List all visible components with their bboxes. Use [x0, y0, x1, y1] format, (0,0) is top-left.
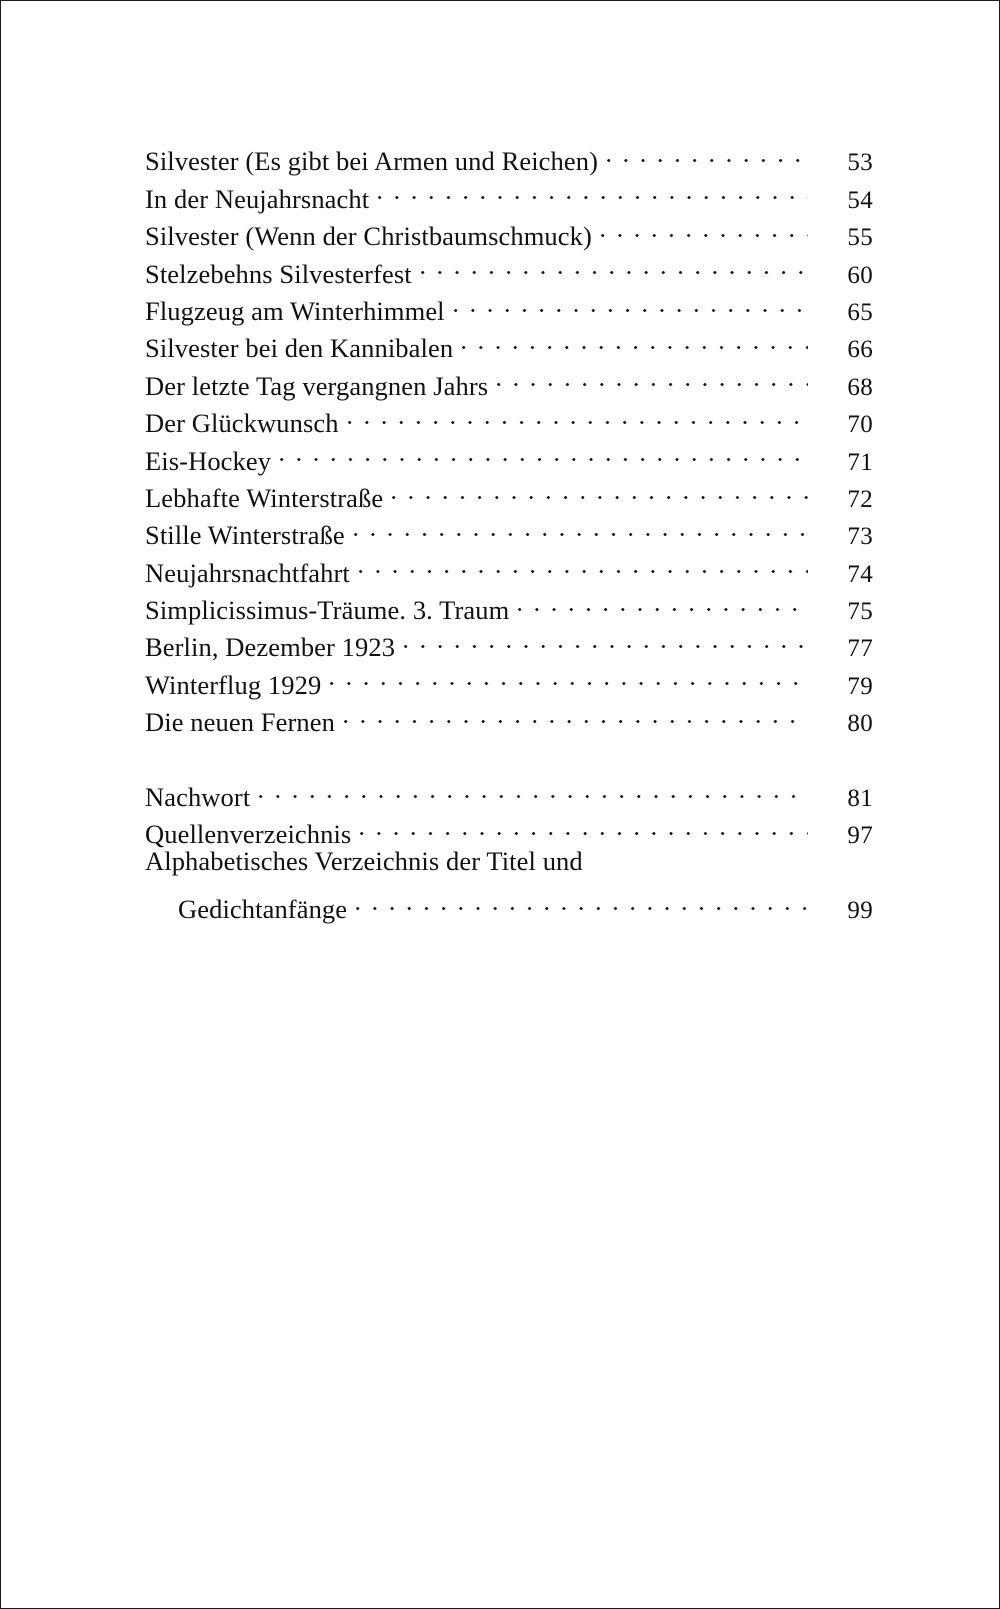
leader-dots [344, 694, 808, 731]
leader-dots [421, 245, 808, 282]
toc-entry-title-line-two: Gedichtanfänge [178, 894, 348, 925]
toc-entry[interactable] [145, 656, 873, 700]
toc-group-apparatus [145, 769, 873, 925]
toc-entry[interactable] [145, 843, 873, 925]
leader-dots [354, 507, 808, 544]
toc-entry-page: 70 [847, 411, 873, 439]
leader-dots [378, 170, 808, 207]
leader-dots [280, 432, 808, 469]
toc-entry[interactable] [145, 470, 873, 513]
toc-entry[interactable] [145, 806, 873, 850]
toc-entry-title-continuation [145, 881, 873, 925]
toc-entry-page: 55 [847, 224, 873, 252]
toc-entry-page: 75 [847, 598, 873, 626]
toc-entry-page: 53 [847, 149, 873, 177]
toc-entry-page: 68 [847, 373, 873, 401]
leader-dots [518, 582, 808, 619]
toc-entry-title: Neujahrsnachtfahrt [145, 557, 350, 588]
leader-dots [348, 395, 808, 432]
toc-entry[interactable] [145, 582, 873, 626]
leader-dots [259, 769, 808, 806]
toc-entry[interactable] [145, 432, 873, 476]
toc-entry[interactable] [145, 208, 873, 252]
toc-entry-page: 66 [847, 336, 873, 364]
toc-entry[interactable] [145, 507, 873, 551]
toc-entry-title: Die neuen Fernen [145, 707, 335, 738]
leader-dots [356, 881, 808, 918]
toc-entry-title: Silvester (Es gibt bei Armen und Reichen) [145, 146, 599, 177]
toc-entry-page: 79 [847, 672, 873, 700]
toc-entry[interactable] [145, 769, 873, 813]
toc-group-poems [145, 133, 873, 738]
leader-dots [360, 806, 808, 843]
toc-entry-title: Der Glückwunsch [145, 408, 339, 439]
toc-entry-page: 80 [847, 710, 873, 738]
toc-entry-page: 97 [847, 822, 873, 850]
table-of-contents [145, 133, 873, 925]
toc-entry-page: 99 [847, 897, 873, 925]
toc-entry[interactable] [145, 357, 873, 401]
leader-dots [404, 619, 808, 656]
toc-entry[interactable] [145, 694, 873, 738]
toc-entry-page: 77 [847, 635, 873, 663]
toc-entry-page: 65 [847, 298, 873, 326]
toc-entry-title: Silvester (Wenn der Christbaumschmuck) [145, 221, 592, 252]
toc-entry-title: Der letzte Tag vergangnen Jahrs [145, 370, 489, 401]
toc-entry-page: 60 [847, 261, 873, 289]
toc-entry[interactable] [145, 133, 873, 177]
toc-entry-title: Eis-Hockey [145, 445, 272, 476]
toc-entry-page: 54 [847, 186, 873, 214]
toc-entry-title: Stille Winterstraße [145, 520, 345, 551]
toc-entry-title: Lebhafte Winterstraße [145, 482, 384, 513]
leader-dots [392, 470, 808, 507]
toc-entry-title: Simplicissimus-Träume. 3. Traum [145, 595, 510, 626]
toc-entry-title: In der Neujahrsnacht [145, 183, 370, 214]
toc-entry[interactable] [145, 544, 873, 588]
leader-dots [462, 320, 808, 357]
toc-entry-page: 81 [847, 785, 873, 813]
leader-dots [330, 656, 808, 693]
leader-dots [601, 208, 808, 245]
leader-dots [607, 133, 808, 170]
toc-entry[interactable] [145, 283, 873, 326]
toc-entry-title: Stelzebehns Silvesterfest [145, 258, 412, 289]
leader-dots [359, 544, 808, 581]
toc-entry-page: 73 [847, 523, 873, 551]
toc-entry-page: 72 [847, 485, 873, 513]
toc-entry-title: Winterflug 1929 [145, 669, 322, 700]
toc-entry-title: Alphabetisches Verzeichnis der Titel und [145, 846, 583, 877]
toc-entry-page: 74 [847, 560, 873, 588]
toc-entry-page: 71 [847, 448, 873, 476]
toc-entry-title: Quellenverzeichnis [145, 819, 352, 850]
toc-entry-title: Silvester bei den Kannibalen [145, 333, 454, 364]
toc-entry[interactable] [145, 619, 873, 663]
toc-entry-title: Berlin, Dezember 1923 [145, 632, 396, 663]
leader-dots [497, 357, 808, 394]
toc-entry[interactable] [145, 320, 873, 364]
toc-entry[interactable] [145, 245, 873, 289]
leader-dots [454, 283, 808, 320]
toc-entry-title: Flugzeug am Winterhimmel [145, 295, 445, 326]
toc-entry[interactable] [145, 170, 873, 214]
toc-entry[interactable] [145, 395, 873, 439]
toc-entry-title: Nachwort [145, 782, 251, 813]
